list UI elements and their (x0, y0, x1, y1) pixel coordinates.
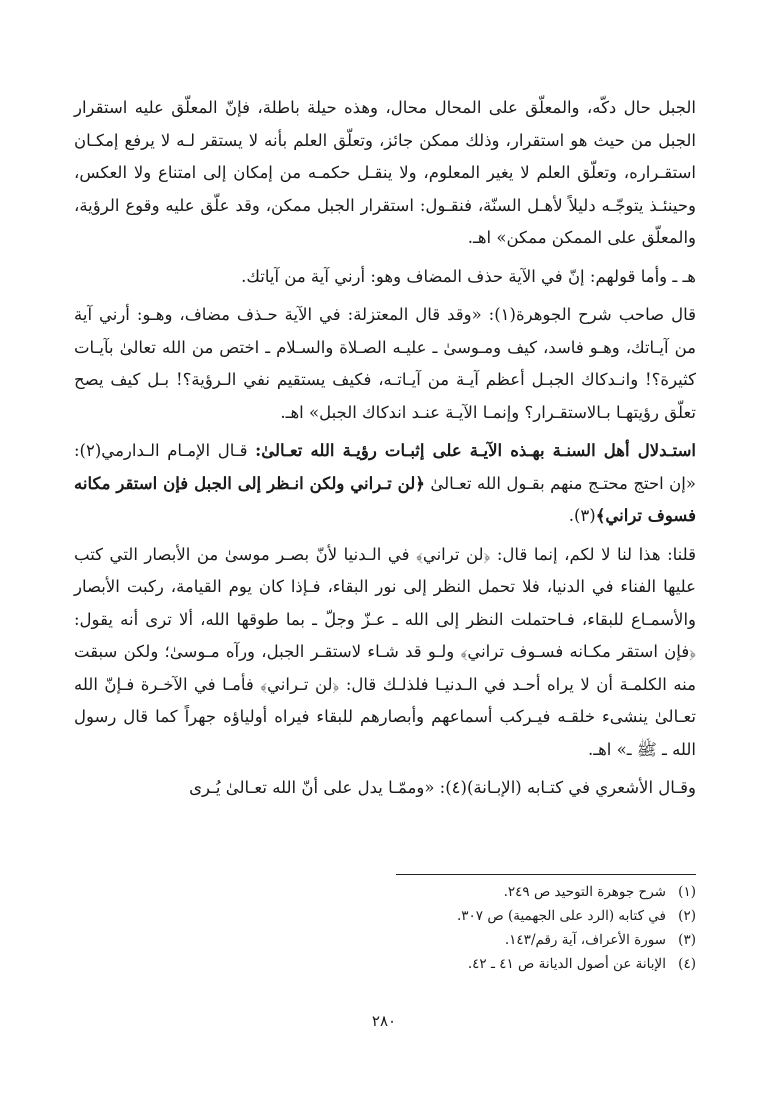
footnote-text: في كتابه (الرد على الجهمية) ص ٣٠٧. (457, 908, 666, 924)
paragraph-3: قال صاحب شرح الجوهرة(١): «وقد قال المعتزلة: في الآية حـذف مضاف، وهـو: أرني آية من آيـاتك، وهـو فاسد، كيف ومـوسىٰ ـ عليـه الصـلاة والسـلام ـ اختص من الله تعالىٰ بآيـات كثيرة؟! وانـدكاك الجبـل أعظم آيـة من آيـاتـه، فكيف يستقيم نفي الـرؤية؟! بـل كيف يصح تعلّق رؤيتهـا بـالاستقـرار؟ وإنمـا الآيـة عنـد اندكاك الجبل» اهـ. (74, 305, 696, 422)
main-text (74, 92, 696, 805)
footnote-1 (260, 880, 696, 904)
page-number: ٢٨٠ (371, 1012, 397, 1030)
footnote-number: (٤) (678, 956, 696, 972)
footnote-2 (260, 904, 696, 928)
footnote-text: شرح جوهرة التوحيد ص ٢٤٩. (503, 884, 666, 900)
paragraph-6: وقـال الأشعري في كتـابه (الإبـانة)(٤): «وممّـا يدل على أنّ الله تعـالىٰ يُـرى (189, 778, 696, 797)
paragraph-5: قلنا: هذا لنا لا لكم، إنما قال: ﴿لن تراني﴾ في الـدنيا لأنّ بصـر موسىٰ من الأبصار التي كتب عليها الفناء في الدنيا، فلا تحمل النظر إلى نور البقاء، فـإذا كان يوم القيامة، ركبت الأبصار والأسمـاع للبقاء، فـاحتملت النظر إلى الله ـ عـزّ وجلّ ـ بما طوقها الله، ألا ترى أنه يقول: ﴿فإن استقر مكـانه فسـوف تراني﴾ ولـو قد شـاء لاستقـر الجبل، ورآه مـوسىٰ؛ ولكن سبقت منه الكلمـة أن لا يراه أحـد في الـدنيـا فلذلـك قال: ﴿لن تـراني﴾ فأمـا في الآخـرة فـإنّ الله تعـالىٰ ينشىء خلقـه فيـركب أسماعهم وأبصارهم للبقاء فيراه أولياؤه جهراً كما قال رسول الله ـ ﷺ ـ» اهـ. (74, 544, 696, 759)
paragraph-4-ref: (٣). (568, 506, 596, 525)
footnote-number: (١) (678, 884, 696, 900)
section-heading: استـدلال أهل السنـة بهـذه الآيـة على إثبـات رؤيـة الله تعـالىٰ: (255, 441, 696, 460)
footnote-divider (396, 874, 696, 875)
footnote-4 (260, 952, 696, 976)
footnote-number: (٢) (678, 908, 696, 924)
footnotes (260, 880, 696, 976)
footnote-text: الإبانة عن أصول الديانة ص ٤١ ـ ٤٢. (467, 956, 666, 972)
footnote-3 (260, 928, 696, 952)
quran-verse: ﴿لن تـراني ولكن انـظر إلى الجبل فإن استقر مكانه فسوف تراني﴾ (74, 473, 696, 525)
paragraph-2: هـ ـ وأما قولهم: إنّ في الآية حذف المضاف وهو: أرني آية من آياتك. (241, 266, 696, 286)
footnote-number: (٣) (678, 932, 696, 948)
footnote-text: سورة الأعراف، آية رقم/١٤٣. (504, 932, 666, 948)
paragraph-4 (74, 435, 696, 533)
paragraph-1: الجبل حال دكّه، والمعلّق على المحال محال، وهذه حيلة باطلة، فإنّ المعلّق عليه استقرار الجبل من حيث هو استقرار، وذلك ممكن جائز، وتعلّق العلم بأنه لا يستقر لـه لا يرفع إمكـان استقـراره، وتعلّق العلم لا يغير المعلوم، ولا ينقـل حكمـه من إمكان إلى امتناع ولا العكس، وحينئـذ يتوجّـه دليلاً لأهـل السنّة، فنقـول: استقرار الجبل ممكن، وقد علّق عليه وقوع الرؤية، والمعلّق على الممكن ممكن» اهـ. (74, 98, 696, 247)
paragraph-4-intro: قـال الإمـام الـدارمي(٢): «إن احتج محتـج منهم بقـول الله تعـالىٰ (74, 441, 696, 493)
